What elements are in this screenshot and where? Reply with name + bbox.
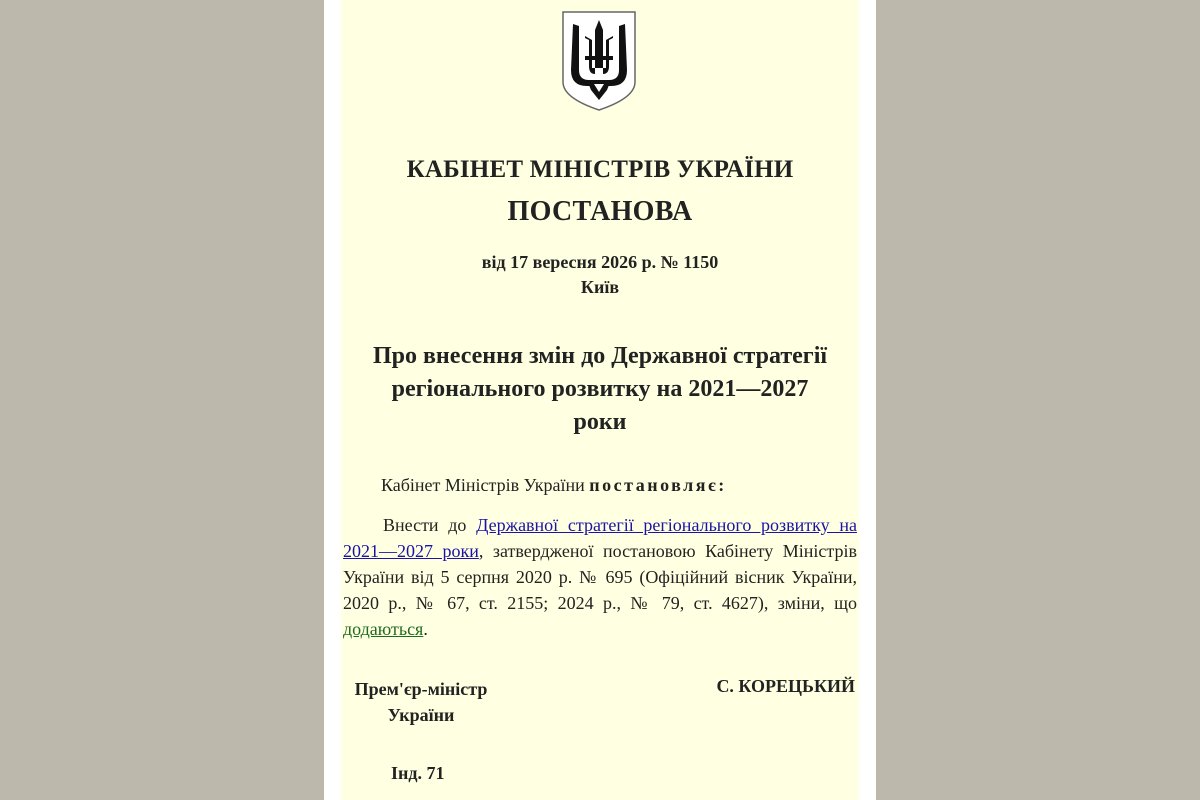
strategy-link[interactable]: Державної стратегії регіонального розвитку на 2021—2027 роки [343, 515, 857, 561]
signatory-name: С. КОРЕЦЬКИЙ [716, 676, 855, 696]
body-middle: , затвердженої постановою Кабінету Міністрів України від 5 серпня 2020 р. № 695 (Офіційний вісник України, 2020 р., № 67, ст. 2155; 2024 р., № 79, ст. 4627), зміни, що [343, 541, 857, 613]
body-end: . [423, 619, 428, 639]
page-border-right [859, 0, 876, 800]
decree-body [341, 512, 859, 642]
preamble-subject: Кабінет Міністрів України [381, 475, 590, 495]
signatory-position-line2: України [387, 705, 455, 725]
document-page [341, 0, 859, 800]
decree-word: постановляє: [589, 475, 727, 495]
document-title: Про внесення змін до Державної стратегії регіонального розвитку на 2021—2027 роки [372, 343, 828, 435]
document-type: ПОСТАНОВА [507, 196, 693, 227]
signatory-position-line1: Прем'єр-міністр [354, 679, 488, 699]
attached-changes-link[interactable]: додаються [343, 619, 424, 639]
trident-emblem-icon [561, 10, 637, 112]
document-city: Київ [580, 277, 620, 297]
preamble [381, 475, 727, 496]
body-lead: Внести до [383, 515, 477, 535]
issuing-authority: КАБІНЕТ МІНІСТРІВ УКРАЇНИ [406, 156, 794, 183]
page-border-left [324, 0, 341, 800]
signatory-position [341, 676, 501, 728]
document-date-number: від 17 вересня 2026 р. № 1150 [481, 252, 719, 272]
document-index: Інд. 71 [391, 763, 445, 783]
